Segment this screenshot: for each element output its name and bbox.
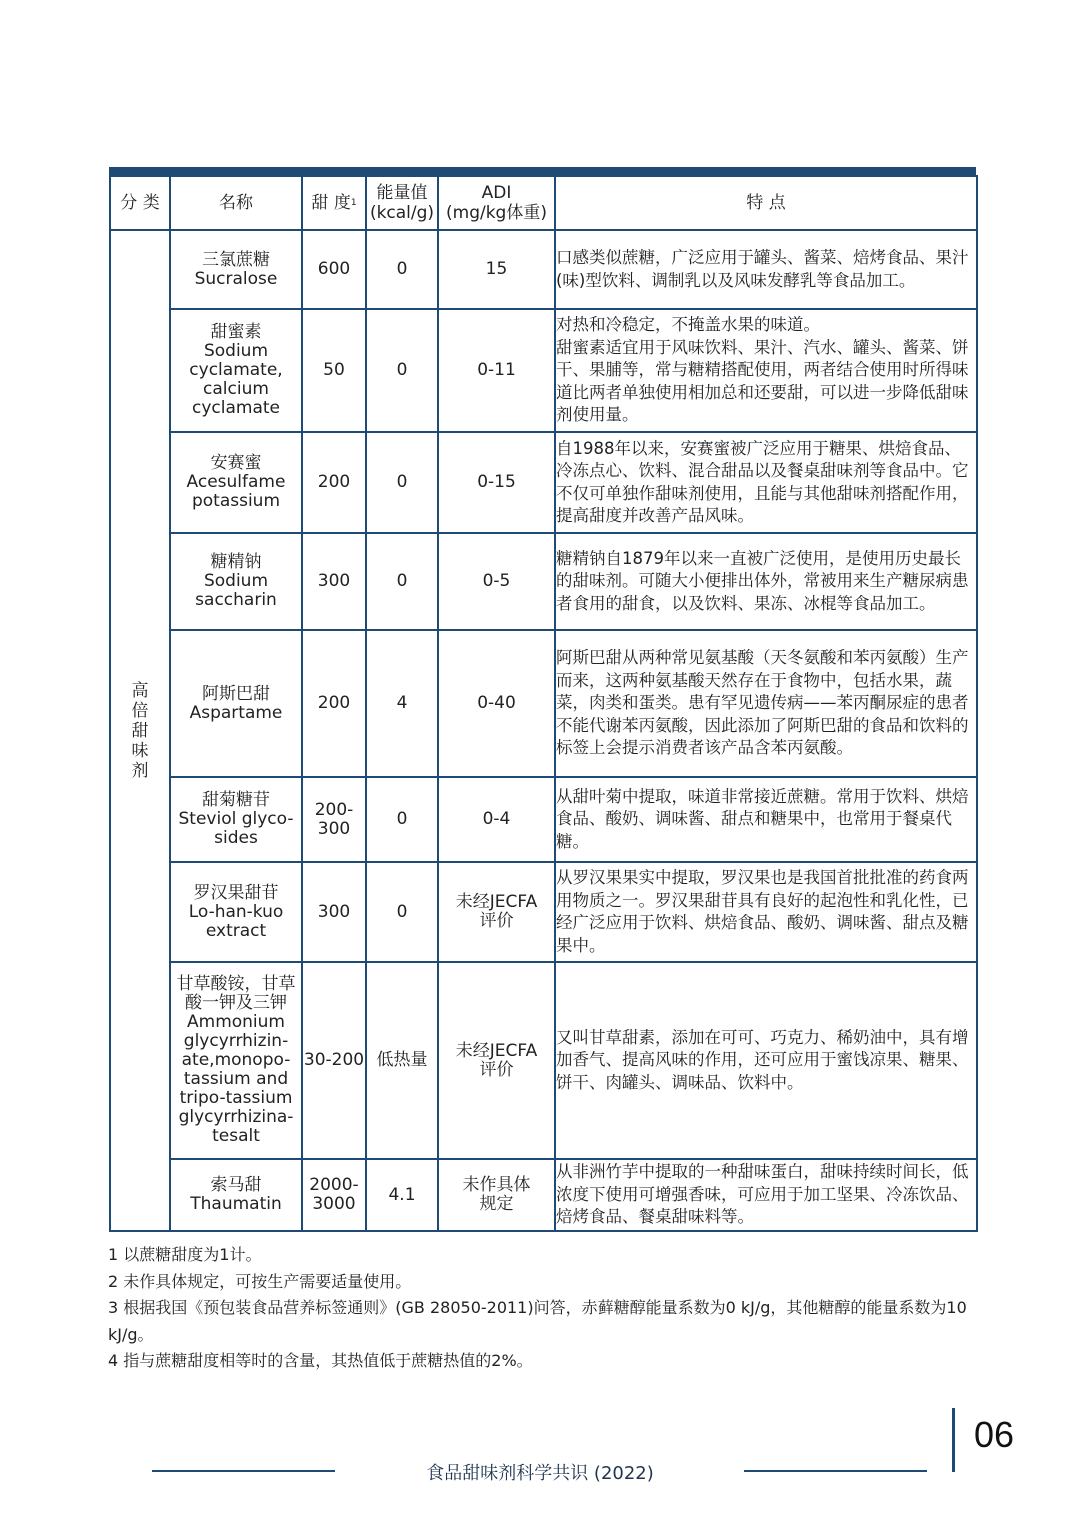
sweetener-name (170, 1159, 302, 1231)
footnotes (108, 1242, 978, 1375)
name-line: saccharin (195, 590, 277, 610)
features-text: 又叫甘草甜素，添加在可可、巧克力、稀奶油中，具有增加香气、提高风味的作用，还可应用于蜜饯凉果、糖果、饼干、肉罐头、调味品、饮料中。 (555, 962, 977, 1159)
name-line: glycyrrhizina- (178, 1107, 294, 1127)
table-row (110, 630, 977, 777)
name-line: 酸一钾及三钾 (185, 993, 287, 1013)
name-line: 甜菊糖苷 (202, 790, 270, 810)
name-line: calcium (203, 379, 269, 399)
sweetener-name (170, 862, 302, 962)
name-line: Acesulfame (186, 472, 286, 492)
header-energy-line1: 能量值 (376, 183, 428, 203)
page-number: 06 (974, 1414, 1015, 1455)
header-energy (366, 176, 438, 230)
header-features: 特 点 (555, 176, 977, 230)
adi-value: 未作具体 规定 (438, 1159, 555, 1231)
features-text: 自1988年以来，安赛蜜被广泛应用于糖果、烘焙食品、冷冻点心、饮料、混合甜品以及餐桌甜味剂等食品中。它不仅可单独作甜味剂使用，且能与其他甜味剂搭配作用，提高甜度并改善产品风味。 (555, 432, 977, 533)
features-text: 从罗汉果果实中提取，罗汉果也是我国首批批准的药食两用物质之一。罗汉果甜苷具有良好的起泡性和乳化性，已经广泛应用于饮料、烘焙食品、酸奶、调味酱、甜点及糖果中。 (555, 862, 977, 962)
name-line: 罗汉果甜苷 (193, 882, 279, 903)
energy-value: 0 (366, 309, 438, 432)
adi-value: 未经JECFA 评价 (438, 962, 555, 1159)
name-line: tesalt (212, 1126, 260, 1146)
sweetness-value: 300 (302, 533, 366, 630)
header-adi (438, 176, 555, 230)
name-line: ate,monopo- (181, 1050, 291, 1070)
name-line: 甘草酸铵，甘草 (176, 974, 296, 994)
adi-value: 0-5 (438, 533, 555, 630)
footer-title: 食品甜味剂科学共识 (2022) (426, 1463, 654, 1484)
sweetness-value: 30-200 (302, 962, 366, 1159)
header-sweetness (302, 176, 366, 230)
table-row (110, 862, 977, 962)
footnote-ref-1: 1 (350, 197, 357, 208)
adi-value: 未经JECFA 评价 (438, 862, 555, 962)
sweetness-value: 200 (302, 432, 366, 533)
adi-value: 0-11 (438, 309, 555, 432)
adi-value: 15 (438, 230, 555, 309)
energy-value: 0 (366, 862, 438, 962)
features-text: 阿斯巴甜从两种常见氨基酸（天冬氨酸和苯丙氨酸）生产而来，这两种氨基酸天然存在于食物中，包括水果，蔬菜，肉类和蛋类。患有罕见遗传病——苯丙酮尿症的患者不能代谢苯丙氨酸，因此添加了阿斯巴甜的食品和饮料的标签上会提示消费者该产品含苯丙氨酸。 (555, 630, 977, 777)
features-text: 从甜叶菊中提取，味道非常接近蔗糖。常用于饮料、烘焙食品、酸奶、调味酱、甜点和糖果中，也常用于餐桌代糖。 (555, 777, 977, 862)
table-row (110, 777, 977, 862)
table-header-row (110, 176, 977, 230)
adi-value: 0-15 (438, 432, 555, 533)
footnote-1: 1 以蔗糖甜度为1计。 (108, 1245, 262, 1264)
name-line: 索马甜 (210, 1175, 262, 1195)
energy-value: 低热量 (366, 962, 438, 1159)
name-line: Sodium (203, 341, 269, 361)
footnote-4: 4 指与蔗糖甜度相等时的含量，其热值低于蔗糖热值的2%。 (108, 1351, 533, 1370)
name-line: 甜蜜素 (210, 322, 262, 342)
table-row (110, 1159, 977, 1231)
sweetener-table (109, 175, 978, 1232)
name-line: tassium and (183, 1069, 289, 1089)
features-text: 糖精钠自1879年以来一直被广泛使用，是使用历史最长的甜味剂。可随大小便排出体外，常被用来生产糖尿病患者食用的甜食，以及饮料、果冻、冰棍等食品加工。 (555, 533, 977, 630)
name-line: Aspartame (189, 702, 283, 723)
footer-line-right (744, 1470, 927, 1472)
table-row (110, 432, 977, 533)
energy-value: 0 (366, 777, 438, 862)
header-adi-line1: ADI (481, 183, 512, 203)
energy-value: 0 (366, 230, 438, 309)
name-line: Thaumatin (190, 1194, 282, 1214)
header-adi-line2: (mg/kg体重) (446, 203, 547, 223)
energy-value: 0 (366, 432, 438, 533)
name-line: Ammonium (187, 1012, 285, 1032)
sweetness-value: 50 (302, 309, 366, 432)
name-line: Lo-han-kuo (188, 901, 284, 922)
table-row (110, 533, 977, 630)
table-row (110, 230, 977, 309)
sweetener-name (170, 432, 302, 533)
name-line: 安赛蜜 (210, 453, 262, 473)
header-energy-line2: (kcal/g) (369, 203, 435, 223)
energy-value: 4.1 (366, 1159, 438, 1231)
sweetener-name (170, 777, 302, 862)
adi-value: 0-40 (438, 630, 555, 777)
sweetness-value: 600 (302, 230, 366, 309)
energy-value: 0 (366, 533, 438, 630)
name-line: Steviol glyco- (178, 809, 294, 829)
name-line: glycyrrhizin- (183, 1031, 289, 1051)
energy-value: 4 (366, 630, 438, 777)
name-line: sides (214, 828, 258, 848)
name-line: cyclamate (192, 398, 280, 418)
table-row (110, 962, 977, 1159)
footnote-3: 3 根据我国《预包装食品营养标签通则》(GB 28050-2011)问答，赤藓糖醇能量系数为0 kJ/g，其他糖醇的能量系数为10 kJ/g。 (108, 1298, 967, 1344)
footer-line-left (152, 1470, 335, 1472)
category-cell (110, 230, 170, 1231)
name-line: 阿斯巴甜 (202, 683, 270, 704)
name-line: tripo-tassium (179, 1088, 293, 1108)
name-line: potassium (191, 491, 281, 511)
header-category: 分 类 (110, 176, 170, 230)
name-line: cyclamate, (189, 360, 283, 380)
sweetener-name (170, 962, 302, 1159)
page-number-bar (952, 1408, 955, 1472)
adi-value: 0-4 (438, 777, 555, 862)
name-line: 三氯蔗糖 (202, 249, 270, 270)
features-text: 从非洲竹芋中提取的一种甜味蛋白，甜味持续时间长，低浓度下使用可增强香味，可应用于加工坚果、冷冻饮品、焙烤食品、餐桌甜味料等。 (555, 1159, 977, 1231)
header-sweetness-label: 甜 度 (311, 192, 351, 213)
name-line: 糖精钠 (210, 552, 262, 572)
sweetener-name (170, 630, 302, 777)
sweetness-value: 300 (302, 862, 366, 962)
sweetness-value: 200- 300 (302, 777, 366, 862)
sweetener-name (170, 309, 302, 432)
footnote-2: 2 未作具体规定，可按生产需要适量使用。 (108, 1271, 412, 1291)
sweetener-name (170, 230, 302, 309)
sweetener-name (170, 533, 302, 630)
sweetness-value: 200 (302, 630, 366, 777)
category-label: 高倍甜味剂 (131, 680, 149, 781)
table-row (110, 309, 977, 432)
features-text: 对热和冷稳定，不掩盖水果的味道。 甜蜜素适宜用于风味饮料、果汁、汽水、罐头、酱菜、饼干、果脯等，常与糖精搭配使用，两者结合使用时所得味道比两者单独使用相加总和还要甜，可以进一步降低甜味剂使用量。 (555, 309, 977, 432)
name-line: extract (205, 920, 267, 941)
sweetness-value: 2000- 3000 (302, 1159, 366, 1231)
table-top-bar (109, 167, 976, 175)
features-text: 口感类似蔗糖，广泛应用于罐头、酱菜、焙烤食品、果汁(味)型饮料、调制乳以及风味发酵乳等食品加工。 (555, 230, 977, 309)
header-name: 名称 (170, 176, 302, 230)
name-line: Sucralose (194, 268, 278, 289)
name-line: Sodium (203, 571, 269, 591)
